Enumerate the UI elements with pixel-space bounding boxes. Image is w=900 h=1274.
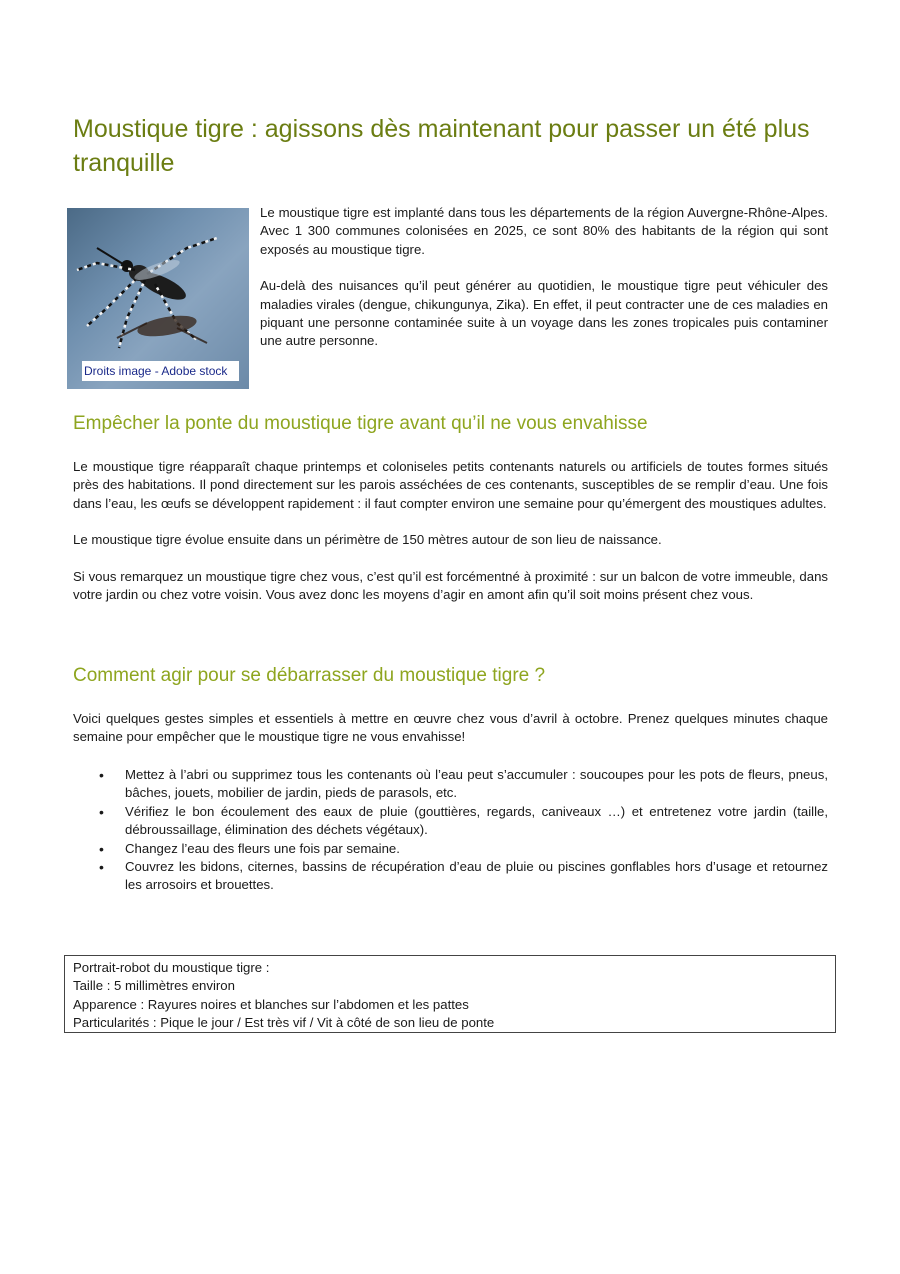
image-credit: Droits image - Adobe stock <box>82 361 239 381</box>
portrait-box <box>64 955 836 1033</box>
paragraph: Le moustique tigre évolue ensuite dans un périmètre de 150 mètres autour de son lieu de naissance. <box>73 532 662 548</box>
action-list <box>73 766 828 895</box>
paragraph: Le moustique tigre réapparaît chaque printemps et coloniseles petits contenants naturels ou artificiels de toutes formes situés près des habitations. Il pond directement sur les parois asséchées de ces contenants, susceptibles de se remplir d’eau. Une fois dans l’eau, les œufs se développent rapidement : il faut compter environ une semaine pour qu’émergent des moustiques adultes. <box>73 459 828 511</box>
portrait-size: Taille : 5 millimètres environ <box>73 978 235 994</box>
portrait-appearance: Apparence : Rayures noires et blanches sur l’abdomen et les pattes <box>73 996 469 1012</box>
section-ponte-body <box>73 458 828 604</box>
list-item <box>73 766 828 803</box>
bullet-icon: • <box>99 840 104 857</box>
intro-text <box>260 204 828 351</box>
paragraph: Si vous remarquez un moustique tigre chez vous, c’est qu’il est forcémentné à proximité : sur un balcon de votre immeuble, dans votre jardin ou chez votre voisin. Vous avez donc les moyens d’agir en amont afin qu’il soit moins présent chez vous. <box>73 568 828 603</box>
section-agir-body <box>73 710 828 747</box>
mosquito-photo <box>67 208 249 389</box>
bullet-icon: • <box>99 859 104 876</box>
intro-paragraph: Le moustique tigre est implanté dans tous les départements de la région Auvergne-Rhône-Alpes. Avec 1 300 communes colonisées en 2025, ce sont 80% des habitants de la région qui sont exposés au moustique tigre. <box>260 205 828 257</box>
list-item-text: Changez l’eau des fleurs une fois par semaine. <box>125 840 400 856</box>
section-heading-ponte: Empêcher la ponte du moustique tigre avant qu’il ne vous envahisse <box>73 413 648 434</box>
portrait-features: Particularités : Pique le jour / Est très vif / Vit à côté de son lieu de ponte <box>73 1015 495 1031</box>
list-item <box>73 840 828 858</box>
paragraph: Voici quelques gestes simples et essentiels à mettre en œuvre chez vous d’avril à octobre. Prenez quelques minutes chaque semaine pour empêcher que le moustique tigre ne vous envahisse! <box>73 711 828 745</box>
page-title: Moustique tigre : agissons dès maintenant pour passer un été plus tranquille <box>73 115 810 177</box>
list-item-text: Mettez à l’abri ou supprimez tous les contenants où l’eau peut s’accumuler : soucoupes pour les pots de fleurs, pneus, bâches, jouets, mobilier de jardin, pieds de parasols, etc. <box>125 767 828 801</box>
list-item-text: Vérifiez le bon écoulement des eaux de pluie (gouttières, regards, caniveaux …) et entretenez votre jardin (taille, débroussaillage, élimination des déchets végétaux). <box>125 803 828 838</box>
section-heading-agir: Comment agir pour se débarrasser du moustique tigre ? <box>73 665 546 686</box>
bullet-icon: • <box>99 767 104 783</box>
intro-paragraph: Au-delà des nuisances qu’il peut générer au quotidien, le moustique tigre peut véhiculer des maladies virales (dengue, chikungunya, Zika). En effet, il peut contracter une de ces maladies en piquant une personne contaminée suite à un voyage dans les zones tropicales puis contaminer une autre personne. <box>260 278 828 349</box>
list-item-text: Couvrez les bidons, citernes, bassins de récupération d’eau de pluie ou piscines gonflables hors d’usage et retournez les arrosoirs et brouettes. <box>125 859 828 893</box>
bullet-icon: • <box>99 803 104 820</box>
portrait-heading: Portrait-robot du moustique tigre : <box>73 960 270 975</box>
list-item <box>73 858 828 895</box>
list-item <box>73 803 828 840</box>
